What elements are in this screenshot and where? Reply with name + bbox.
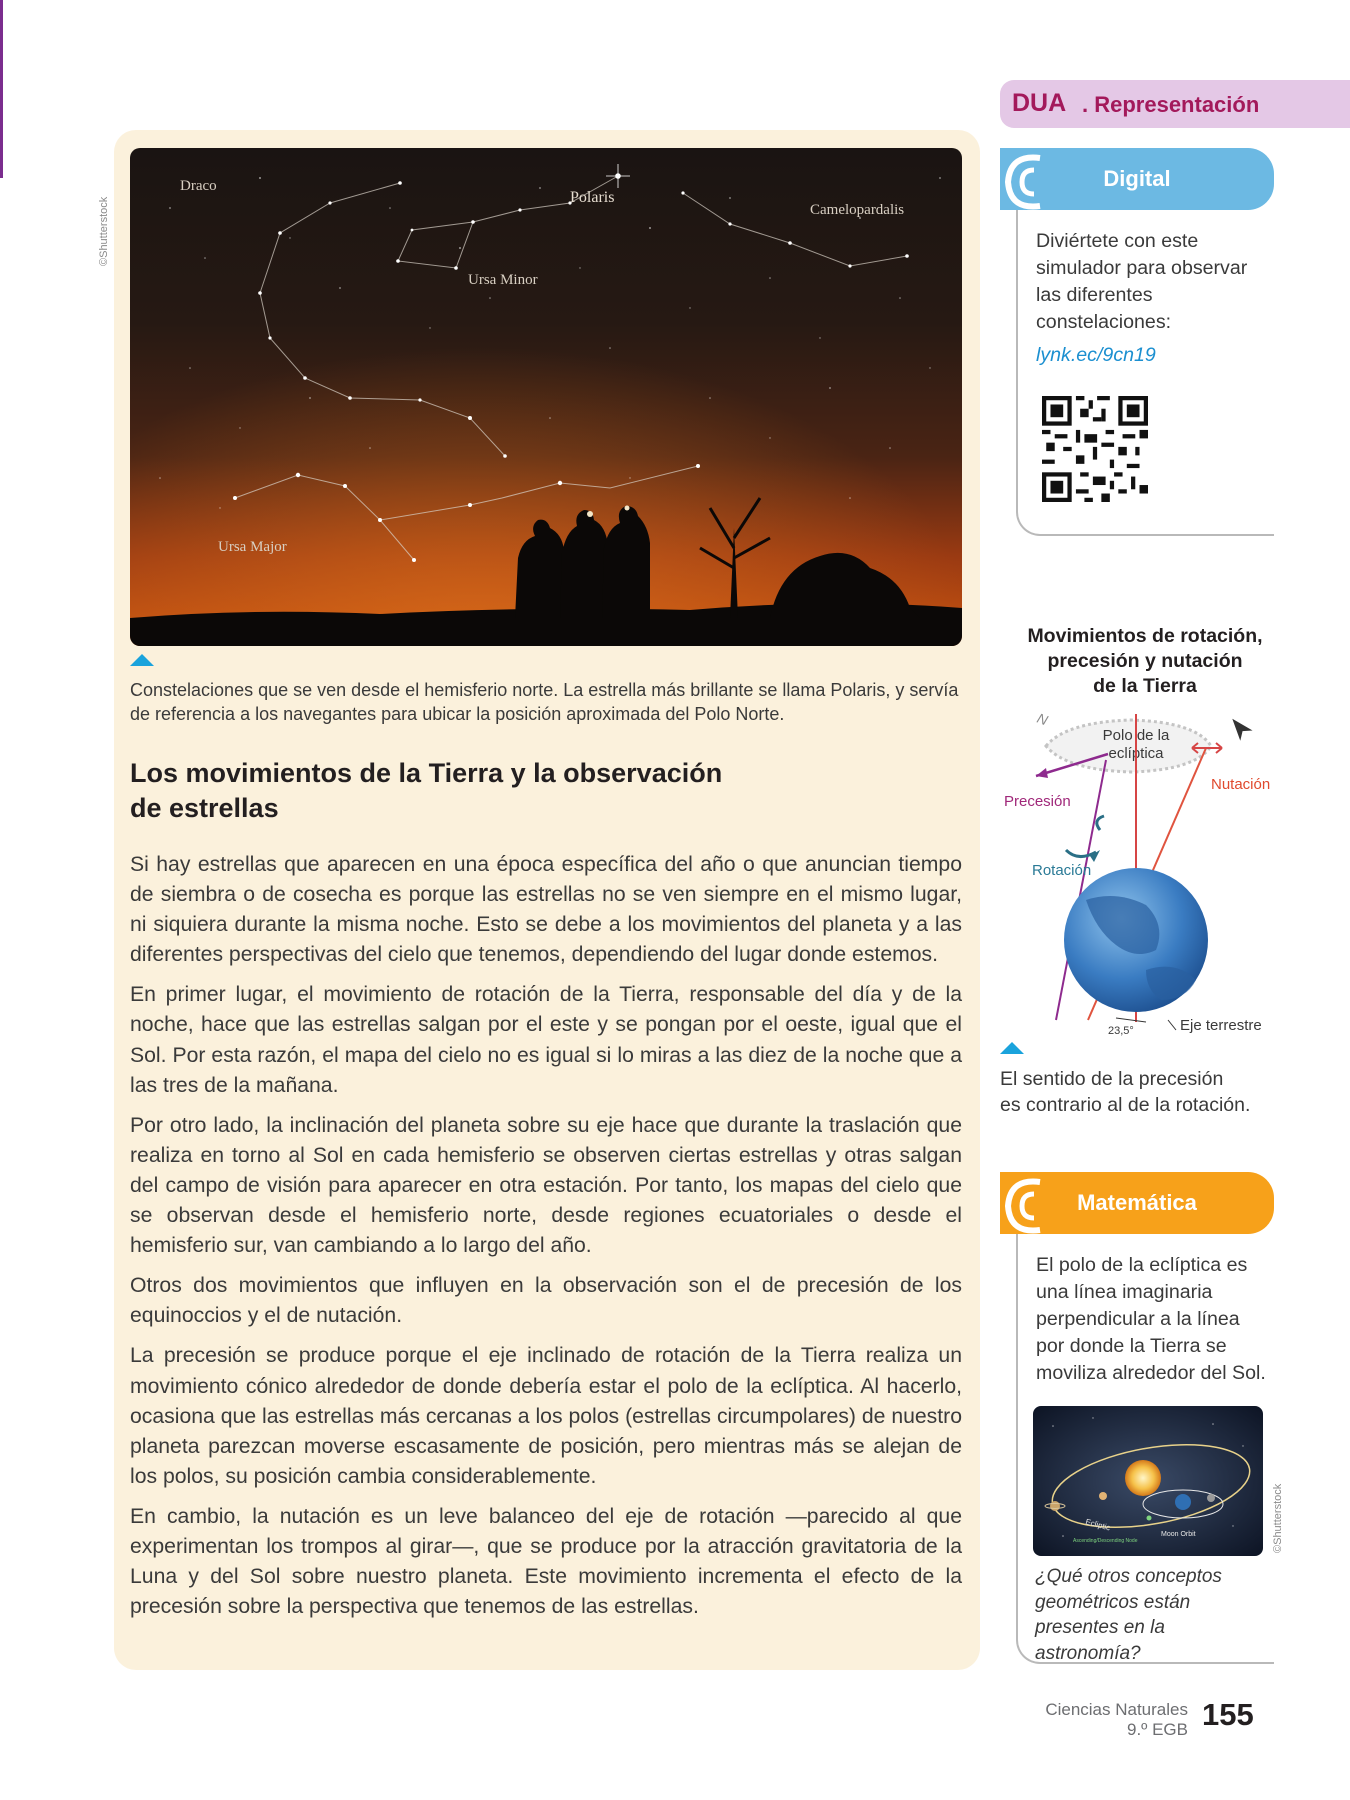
caption-marker-icon <box>130 654 154 666</box>
diagram-caption-line1: El sentido de la precesión <box>1000 1068 1224 1090</box>
simulator-link[interactable]: lynk.ec/9cn19 <box>1036 344 1156 367</box>
diagram-title-line3: de la Tierra <box>1093 674 1197 697</box>
body-paragraph: La precesión se produce porque el eje inclinado de rotación de la Tierra realiza un movimiento cónico alrededor de donde debería estar el polo de la eclíptica. Al hacerlo, ocasiona que las estrellas más cercanas a los polos (estrellas circumpolares) de nuestro planeta parezcan moverse escasamente de posición, pero mientras más se alejan de los polos, su posición cambia considerablemente. <box>130 1344 962 1488</box>
diagram-title <box>1000 624 1290 698</box>
label-camelopardalis: Camelopardalis <box>810 202 905 218</box>
constellation-photo <box>130 148 962 646</box>
ecliptic-image-label: Ecliptic <box>1084 1517 1112 1533</box>
rotation-label: Rotación <box>1032 862 1092 879</box>
photo-caption: Constelaciones que se ven desde el hemisferio norte. La estrella más brillante se llama Polaris, y servía de referencia a los navegantes para ubicar la posición aproximada del Polo Norte. <box>130 680 959 725</box>
earth-axis-label: Eje terrestre <box>1180 1017 1262 1034</box>
body-paragraph: Si hay estrellas que aparecen en una época específica del año o que anuncian tiempo de siembra o de cosecha es porque las estrellas no se ven siempre en el mismo lugar, ni siquiera durante la misma noche. Esto se debe a los movimientos del planeta y a las diferentes perspectivas del cielo que tenemos, dependiendo del lugar donde estemos. <box>130 853 962 967</box>
digital-description: Diviértete con este simulador para observar las diferentes constelaciones: <box>1036 230 1248 334</box>
c-logo-icon <box>1000 1174 1046 1238</box>
footer-subject <box>1010 1700 1188 1739</box>
math-question: ¿Qué otros conceptos geométricos están presentes en la astronomía? <box>1035 1566 1222 1664</box>
body-paragraph: Otros dos movimientos que influyen en la observación son el de precesión de los equinoccios y el de nutación. <box>130 1274 962 1328</box>
diagram-caption-line2: es contrario al de la rotación. <box>1000 1094 1251 1117</box>
north-label: N <box>1034 709 1050 729</box>
body-paragraph: En primer lugar, el movimiento de rotación de la Tierra, responsable del día y de la noche, hace que las estrellas salgan por el este y se pongan por el oeste, igual que el Sol. Por esta razón, el mapa del cielo no es igual si lo miras a las diez de la noche que a las tres de la mañana. <box>130 983 962 1097</box>
diagram-title-line1: Movimientos de rotación, <box>1027 625 1263 647</box>
diagram-caption <box>1000 1066 1280 1119</box>
dua-header <box>1000 80 1350 128</box>
dua-subtitle: . Representación <box>1082 92 1260 117</box>
body-paragraph: Por otro lado, la inclinación del planeta sobre su eje hace que durante la traslación que realiza en torno al Sol en cada hemisferio se observen ciertas estrellas y otras salgan del campo de visión para aparecer en otra estación. Por tanto, los mapas del cielo que se observan desde el hemisferio norte, desde regiones ecuatoriales o desde el hemisferio sur, van cambiando a lo largo del año. <box>130 1113 962 1258</box>
digital-text <box>1036 228 1268 369</box>
digital-header: Digital <box>1000 148 1274 210</box>
grade-label: 9.º EGB <box>1126 1719 1188 1739</box>
lunar-nodes-image-label: Ascending/Descending Node <box>1073 1538 1138 1544</box>
ecliptic-pole-label-line2: eclíptica <box>1108 745 1164 762</box>
label-ursa-major: Ursa Major <box>218 539 287 555</box>
page-number: 155 <box>1202 1697 1254 1732</box>
earth-movements-diagram <box>996 700 1296 1040</box>
label-ursa-minor: Ursa Minor <box>468 272 538 288</box>
body-text <box>130 850 962 1632</box>
section-title-line1: Los movimientos de la Tierra y la observación <box>130 758 723 788</box>
diagram-title-line2: precesión y nutación <box>1047 649 1243 672</box>
math-image-credit: ©Shutterstock <box>1272 1483 1284 1553</box>
moon-orbit-image-label: Moon Orbit <box>1161 1531 1196 1538</box>
nutation-label: Nutación <box>1211 776 1271 793</box>
diagram-caption-marker-icon <box>1000 1042 1024 1054</box>
label-polaris: Polaris <box>570 189 615 206</box>
dua-label: DUA <box>1012 89 1067 117</box>
solar-system-image <box>1033 1406 1263 1556</box>
ecliptic-pole-label-line1: Polo de la <box>1102 727 1170 744</box>
math-text: El polo de la eclíptica es una línea imaginaria perpendicular a la línea por donde la Tierra se moviliza alrededor del Sol. <box>1036 1254 1266 1385</box>
precession-label: Precesión <box>1004 793 1071 810</box>
section-title-line2: de estrellas <box>130 793 279 824</box>
c-logo-icon <box>1000 150 1046 214</box>
label-draco: Draco <box>180 178 217 194</box>
body-paragraph: En cambio, la nutación es un leve balanceo del eje de rotación —parecido al que experimentan los trompos al girar—, que se produce por la atracción gravitatoria de la Luna y del Sol sobre nuestro planeta. Este movimiento incrementa el efecto de la precesión sobre la perspectiva que tenemos de las estrellas. <box>130 1504 962 1619</box>
section-title <box>130 756 830 826</box>
qr-code[interactable] <box>1042 396 1148 502</box>
left-edge-rule <box>0 0 3 178</box>
math-header: Matemática <box>1000 1172 1274 1234</box>
compass-arrow-icon <box>1226 714 1252 741</box>
subject-name: Ciencias Naturales <box>1045 1700 1188 1719</box>
axial-tilt-label: 23,5° <box>1108 1025 1134 1037</box>
photo-credit: ©Shutterstock <box>98 196 110 266</box>
